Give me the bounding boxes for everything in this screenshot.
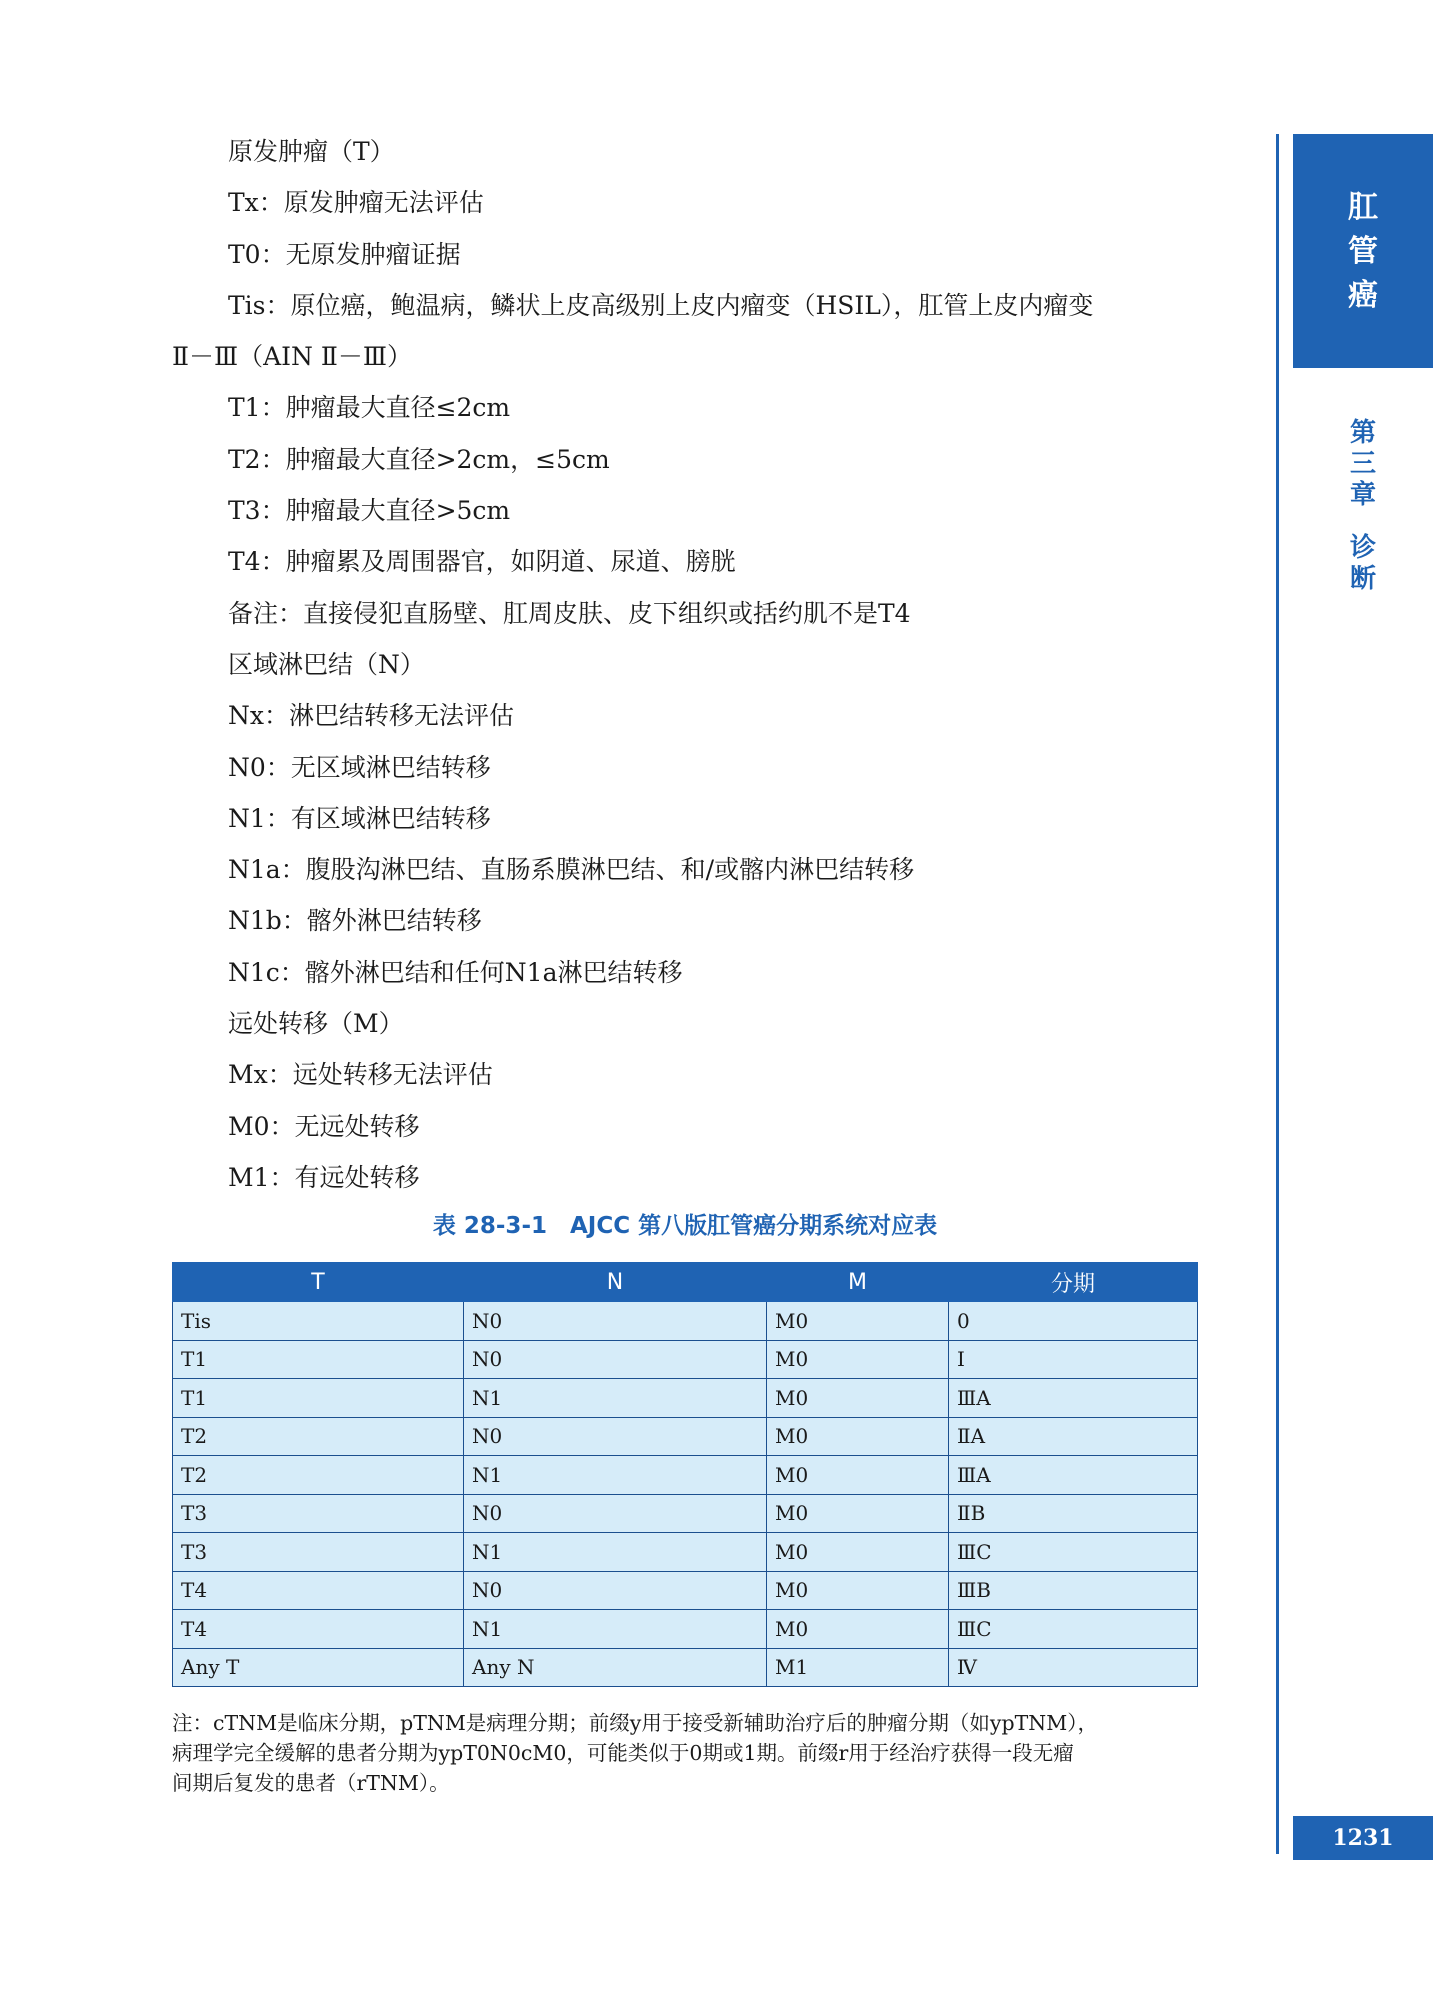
cell-m: M1: [767, 1648, 949, 1687]
table-row: [173, 1302, 1198, 1341]
cell-n: N0: [464, 1571, 767, 1610]
cell-n: N0: [464, 1340, 767, 1379]
text-line: N1：有区域淋巴结转移: [228, 803, 491, 833]
text-line: 区域淋巴结（N）: [228, 649, 425, 679]
cell-t: T3: [173, 1533, 464, 1572]
cell-t: T3: [173, 1494, 464, 1533]
cell-n: N1: [464, 1379, 767, 1418]
margin-rule: [1276, 134, 1279, 1854]
cell-m: M0: [767, 1302, 949, 1341]
cell-t: Tis: [173, 1302, 464, 1341]
cell-t: T2: [173, 1417, 464, 1456]
cell-m: M0: [767, 1610, 949, 1649]
chapter-tab: [1293, 134, 1433, 368]
text-line: Ⅱ－Ⅲ（AIN Ⅱ－Ⅲ）: [172, 342, 412, 372]
table-row: [173, 1571, 1198, 1610]
cell-n: N0: [464, 1302, 767, 1341]
cell-t: T1: [173, 1379, 464, 1418]
cell-t: T4: [173, 1610, 464, 1649]
note-line: 注：cTNM是临床分期，pTNM是病理分期；前缀y用于接受新辅助治疗后的肿瘤分期（如ypTNM），: [172, 1711, 1098, 1735]
cell-n: N1: [464, 1610, 767, 1649]
note-line: 病理学完全缓解的患者分期为ypT0N0cM0，可能类似于0期或1期。前缀r用于经治疗获得一段无瘤: [172, 1741, 1074, 1765]
cell-stage: ⅡB: [949, 1494, 1198, 1533]
cell-m: M0: [767, 1340, 949, 1379]
header-m: M: [767, 1263, 949, 1302]
tnm-definitions: [172, 126, 1202, 1203]
chapter-marker: [1293, 418, 1433, 595]
cell-n: N1: [464, 1456, 767, 1495]
header-t: T: [173, 1263, 464, 1302]
text-line: M1：有远处转移: [228, 1162, 420, 1192]
table-row: [173, 1417, 1198, 1456]
chapter-label: 第 三 章: [1349, 418, 1376, 510]
cell-m: M0: [767, 1494, 949, 1533]
text-line: Nx：淋巴结转移无法评估: [228, 701, 514, 731]
cell-m: M0: [767, 1456, 949, 1495]
cell-m: M0: [767, 1571, 949, 1610]
cell-n: N0: [464, 1494, 767, 1533]
note-line: 间期后复发的患者（rTNM）。: [172, 1771, 450, 1795]
table-row: [173, 1379, 1198, 1418]
chapter-tab-title: 肛 管 癌: [1348, 190, 1378, 313]
text-line: 备注：直接侵犯直肠壁、肛周皮肤、皮下组织或括约肌不是T4: [228, 598, 911, 628]
text-line: Mx：远处转移无法评估: [228, 1060, 493, 1090]
table-row: [173, 1494, 1198, 1533]
text-line: T4：肿瘤累及周围器官，如阴道、尿道、膀胱: [228, 547, 736, 577]
table-row: [173, 1610, 1198, 1649]
table-caption: 表 28-3-1 AJCC 第八版肛管癌分期系统对应表: [432, 1213, 938, 1239]
cell-n: N0: [464, 1417, 767, 1456]
cell-m: M0: [767, 1379, 949, 1418]
text-line: T3：肿瘤最大直径>5cm: [228, 496, 511, 526]
cell-m: M0: [767, 1533, 949, 1572]
cell-n: N1: [464, 1533, 767, 1572]
cell-stage: ⅢA: [949, 1456, 1198, 1495]
cell-t: Any T: [173, 1648, 464, 1687]
cell-n: Any N: [464, 1648, 767, 1687]
text-line: T0：无原发肿瘤证据: [228, 239, 461, 269]
text-line: N1c：髂外淋巴结和任何N1a淋巴结转移: [228, 957, 683, 987]
table-row: [173, 1340, 1198, 1379]
text-line: N0：无区域淋巴结转移: [228, 752, 491, 782]
cell-stage: ⅢC: [949, 1533, 1198, 1572]
cell-t: T1: [173, 1340, 464, 1379]
staging-table: [172, 1262, 1198, 1687]
text-line: N1b：髂外淋巴结转移: [228, 906, 482, 936]
table-header-row: [173, 1263, 1198, 1302]
table-row: [173, 1456, 1198, 1495]
cell-stage: ⅢA: [949, 1379, 1198, 1418]
text-line: T1：肿瘤最大直径≤2cm: [228, 393, 511, 423]
text-line: 远处转移（M）: [228, 1009, 404, 1039]
text-line: Tis：原位癌，鲍温病，鳞状上皮高级别上皮内瘤变（HSIL），肛管上皮内瘤变: [228, 290, 1094, 320]
page-number: 1231: [1293, 1816, 1433, 1860]
header-n: N: [464, 1263, 767, 1302]
cell-stage: ⅢB: [949, 1571, 1198, 1610]
header-stage: 分期: [949, 1263, 1198, 1302]
cell-stage: ⅡA: [949, 1417, 1198, 1456]
table-note: [172, 1708, 1202, 1798]
text-line: N1a：腹股沟淋巴结、直肠系膜淋巴结、和/或髂内淋巴结转移: [228, 855, 915, 885]
cell-t: T4: [173, 1571, 464, 1610]
cell-stage: Ⅳ: [949, 1648, 1198, 1687]
cell-stage: ⅢC: [949, 1610, 1198, 1649]
text-line: 原发肿瘤（T）: [228, 137, 395, 166]
cell-t: T2: [173, 1456, 464, 1495]
table-row: [173, 1648, 1198, 1687]
text-line: Tx：原发肿瘤无法评估: [228, 188, 484, 218]
chapter-name: 诊 断: [1349, 533, 1376, 594]
text-line: M0：无远处转移: [228, 1111, 420, 1141]
cell-m: M0: [767, 1417, 949, 1456]
table-row: [173, 1533, 1198, 1572]
cell-stage: Ⅰ: [949, 1340, 1198, 1379]
text-line: T2：肿瘤最大直径>2cm，≤5cm: [228, 444, 610, 474]
cell-stage: 0: [949, 1302, 1198, 1341]
